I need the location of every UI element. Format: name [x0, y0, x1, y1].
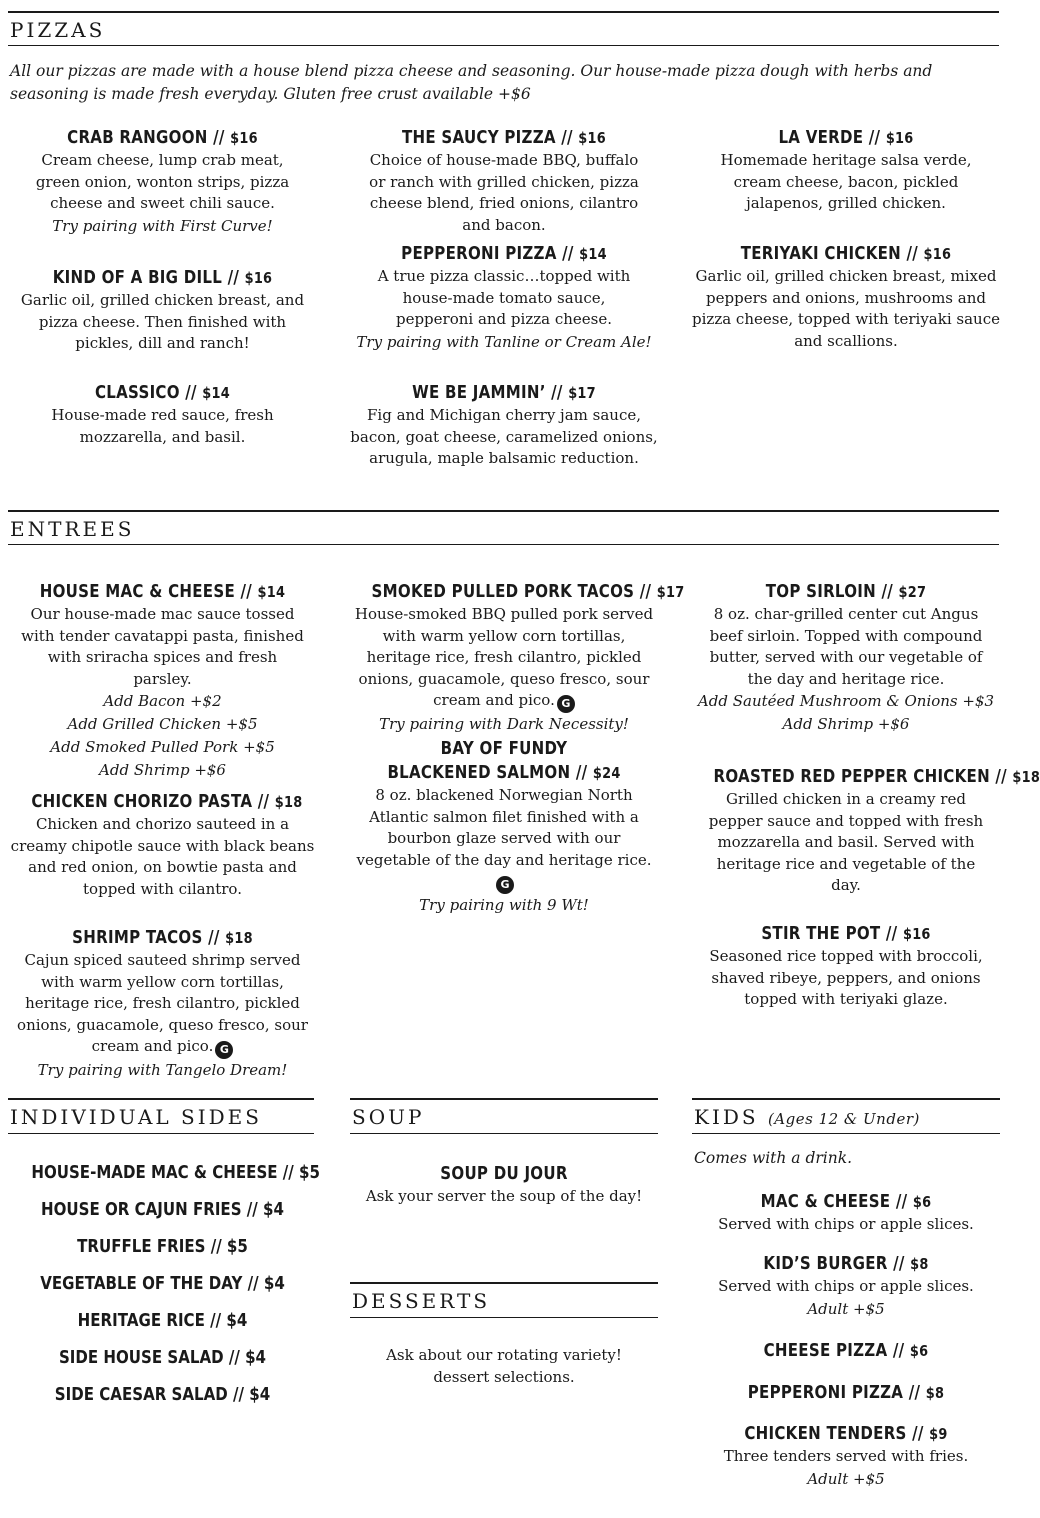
desserts-item	[350, 1345, 658, 1388]
item-title: PEPPERONI PIZZA // $14	[401, 244, 607, 264]
item-pairing: Try pairing with First Curve!	[52, 216, 273, 235]
soup-item	[350, 1162, 658, 1208]
sides-list	[10, 1155, 320, 1414]
item-desc: Grilled chicken in a creamy red pepper sauce and topped with fresh mozzarella and basil. Served with heritage rice and vegetable of the day.	[708, 790, 984, 894]
side-item: SIDE HOUSE SALAD // $4	[58, 1348, 267, 1368]
item-desc: Garlic oil, grilled chicken breast, mixed peppers and onions, mushrooms and pizza cheese, topped with teriyaki sauce and scallions.	[692, 267, 1000, 350]
divider	[692, 1098, 1000, 1100]
item-desc: 8 oz. blackened Norwegian North Atlantic salmon filet finished with a bourbon glaze served with our vegetable of the day and heritage rice.G	[350, 785, 658, 894]
divider	[8, 11, 999, 13]
item-title: CRAB RANGOON // $16	[67, 128, 258, 148]
divider	[350, 1133, 658, 1134]
pizza-item	[350, 126, 658, 236]
side-item: HOUSE-MADE MAC & CHEESE // $5	[31, 1163, 320, 1183]
kids-item	[692, 1381, 1000, 1405]
item-desc: Cajun spiced sauteed shrimp served with warm yellow corn tortillas, heritage rice, fresh cilantro, pickled onions, guacamole, queso fresco, sour cream and pico. G	[10, 950, 315, 1059]
pizza-item	[350, 381, 658, 470]
item-title: SMOKED PULLED PORK TACOS // $17	[371, 582, 685, 602]
divider	[350, 1317, 658, 1318]
item-title: SHRIMP TACOS // $18	[72, 928, 253, 948]
entrees-heading: ENTREES	[10, 517, 135, 541]
item-title: THE SAUCY PIZZA // $16	[401, 128, 607, 148]
side-item: TRUFFLE FRIES // $5	[77, 1237, 248, 1257]
pizza-item	[692, 242, 1000, 352]
item-desc: Ask about our rotating variety!	[386, 1346, 622, 1364]
item-addon: Add Shrimp +$6	[782, 715, 910, 733]
pizza-item	[10, 381, 315, 448]
divider	[8, 1098, 314, 1100]
item-title: PEPPERONI PIZZA // $8	[747, 1383, 945, 1403]
entree-item	[692, 765, 1040, 897]
item-addon: Add Shrimp +$6	[99, 761, 226, 779]
soup-heading: SOUP	[352, 1105, 425, 1129]
side-item: HOUSE OR CAJUN FRIES // $4	[41, 1200, 284, 1220]
item-addon: Add Sautéed Mushroom & Onions +$3	[697, 692, 995, 710]
item-title: TERIYAKI CHICKEN // $16	[740, 244, 952, 264]
item-addon: Adult +$5	[807, 1299, 885, 1318]
item-title: BLACKENED SALMON // $24	[387, 763, 621, 783]
divider	[8, 1133, 314, 1134]
kids-item	[692, 1252, 1000, 1321]
side-item: VEGETABLE OF THE DAY // $4	[40, 1274, 285, 1294]
divider	[8, 45, 999, 46]
sides-heading: INDIVIDUAL SIDES	[10, 1105, 262, 1129]
gluten-free-icon: G	[215, 1041, 233, 1059]
item-desc: Choice of house-made BBQ, buffalo or ranch with grilled chicken, pizza cheese blend, fried onions, cilantro and bacon.	[369, 151, 639, 234]
pizza-item	[350, 242, 658, 354]
kids-note: Comes with a drink.	[694, 1149, 853, 1167]
entree-item	[10, 580, 315, 782]
side-item: SIDE CAESAR SALAD // $4	[54, 1385, 271, 1405]
entree-item	[10, 926, 315, 1082]
item-title: CLASSICO // $14	[94, 383, 231, 403]
kids-heading: KIDS (Ages 12 & Under)	[694, 1105, 920, 1129]
divider	[350, 1282, 658, 1284]
item-desc: Homemade heritage salsa verde, cream cheese, bacon, pickled jalapenos, grilled chicken.	[720, 151, 972, 212]
item-desc: House-smoked BBQ pulled pork served with warm yellow corn tortillas, heritage rice, fresh cilantro, pickled onions, guacamole, queso fresco, sour cream and pico. G	[350, 604, 658, 713]
gluten-free-icon: G	[496, 876, 514, 894]
item-desc: Seasoned rice topped with broccoli, shaved ribeye, peppers, and onions topped with teriyaki glaze.	[709, 947, 983, 1008]
item-title: WE BE JAMMIN’ // $17	[412, 383, 596, 403]
item-title: MAC & CHEESE // $6	[760, 1192, 932, 1212]
pizza-item	[10, 266, 315, 355]
item-desc: Cream cheese, lump crab meat, green onion, wonton strips, pizza cheese and sweet chili sauce.	[35, 151, 290, 212]
item-addon: Add Smoked Pulled Pork +$5	[50, 738, 275, 756]
item-pairing: Try pairing with 9 Wt!	[419, 896, 589, 914]
divider	[8, 510, 999, 512]
divider	[350, 1098, 658, 1100]
entree-item	[692, 922, 1000, 1011]
item-title: CHEESE PIZZA // $6	[763, 1341, 929, 1361]
item-desc: Served with chips or apple slices.	[718, 1277, 974, 1295]
item-desc: A true pizza classic…topped with house-made tomato sauce, pepperoni and pizza cheese.	[377, 267, 631, 328]
desserts-heading: DESSERTS	[352, 1289, 491, 1313]
item-title: KIND OF A BIG DILL // $16	[52, 268, 273, 288]
item-desc: Fig and Michigan cherry jam sauce, bacon, goat cheese, caramelized onions, arugula, maple balsamic reduction.	[350, 406, 658, 467]
item-title: BAY OF FUNDY	[440, 739, 568, 759]
entree-item	[10, 790, 315, 900]
item-title: CHICKEN TENDERS // $9	[744, 1424, 948, 1444]
item-pairing: Try pairing with Tanline or Cream Ale!	[356, 332, 652, 351]
pizza-item	[10, 126, 315, 238]
kids-item	[692, 1422, 1000, 1491]
divider	[8, 544, 999, 545]
item-desc: Served with chips or apple slices.	[718, 1215, 974, 1233]
entree-item	[350, 580, 685, 736]
item-desc: House-made red sauce, fresh mozzarella, and basil.	[51, 406, 274, 446]
entree-item	[692, 580, 1000, 736]
kids-item	[692, 1339, 1000, 1363]
item-title: CHICKEN CHORIZO PASTA // $18	[31, 792, 303, 812]
item-title: LA VERDE // $16	[778, 128, 914, 148]
item-title: ROASTED RED PEPPER CHICKEN // $18	[713, 767, 1040, 787]
pizza-item	[692, 126, 1000, 215]
item-desc: dessert selections.	[433, 1367, 575, 1386]
item-desc: Our house-made mac sauce tossed with tender cavatappi pasta, finished with sriracha spices and fresh parsley.	[21, 605, 304, 688]
item-desc: 8 oz. char-grilled center cut Angus beef sirloin. Topped with compound butter, served with our vegetable of the day and heritage rice.	[709, 605, 983, 688]
item-desc: Garlic oil, grilled chicken breast, and pizza cheese. Then finished with pickles, dill and ranch!	[20, 291, 305, 352]
kids-item	[692, 1190, 1000, 1236]
entree-item	[350, 737, 658, 917]
pizzas-heading: PIZZAS	[10, 18, 106, 42]
side-item: HERITAGE RICE // $4	[77, 1311, 248, 1331]
item-title: TOP SIRLOIN // $27	[765, 582, 927, 602]
pizzas-intro: All our pizzas are made with a house blend pizza cheese and seasoning. Our house-made pizza dough with herbs and seasoning is made fresh everyday. Gluten free crust available +$6	[10, 62, 933, 103]
item-title: STIR THE POT // $16	[761, 924, 931, 944]
item-title: KID’S BURGER // $8	[763, 1254, 929, 1274]
item-addon: Adult +$5	[807, 1469, 885, 1488]
item-pairing: Try pairing with Tangelo Dream!	[37, 1061, 288, 1079]
item-pairing: Try pairing with Dark Necessity!	[379, 715, 629, 733]
gluten-free-icon: G	[557, 695, 575, 713]
item-title: HOUSE MAC & CHEESE // $14	[39, 582, 286, 602]
item-desc: Chicken and chorizo sauteed in a creamy chipotle sauce with black beans and red onion, on bowtie pasta and topped with cilantro.	[10, 815, 315, 898]
divider	[692, 1133, 1000, 1134]
item-addon: Add Bacon +$2	[103, 692, 222, 710]
item-desc: Ask your server the soup of the day!	[365, 1187, 643, 1205]
item-title: SOUP DU JOUR	[440, 1164, 568, 1184]
item-desc: Three tenders served with fries.	[723, 1447, 969, 1465]
item-addon: Add Grilled Chicken +$5	[67, 715, 258, 733]
